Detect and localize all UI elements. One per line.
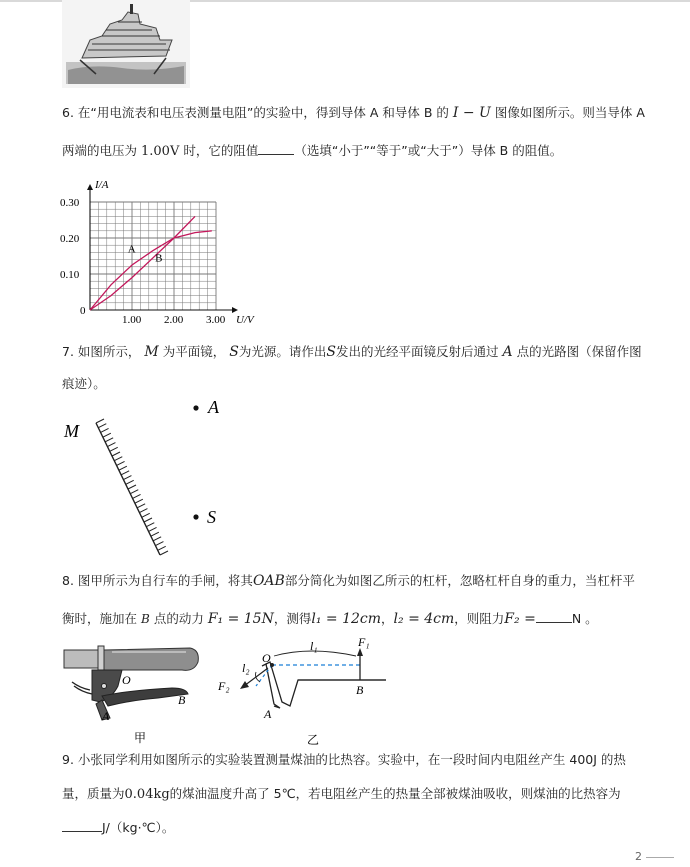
caption-jia: 甲 — [134, 731, 147, 745]
q7-m-symbol: M — [144, 344, 159, 360]
q6-iu-symbol: I − U — [452, 105, 491, 121]
y-tick-label: 0.20 — [60, 233, 80, 245]
q6-text-a: 在“用电流表和电压表测量电阻”的实验中，得到导体 A 和导体 B 的 — [77, 105, 449, 120]
q6-voltage: 1.00V — [141, 144, 180, 159]
q9-text-b: 量，质量为 — [62, 786, 125, 801]
q7-text-d: 发出的光经平面镜反射后通过 — [335, 344, 499, 359]
q7-text-f: 痕迹）。 — [62, 376, 106, 391]
q6-text-c: 两端的电压为 — [62, 143, 138, 158]
q6-text-e: （选填“小于”“等于”或“大于”）导体 B 的阻值。 — [294, 143, 563, 158]
q9-line2 — [62, 784, 621, 805]
q6-answer-blank[interactable] — [258, 140, 294, 155]
q8-text-b: 部分简化为如图乙所示的杠杆，忽略杠杆自身的重力，当杠杆平 — [284, 573, 635, 588]
q9-text-d: J/（kg·℃）。 — [102, 820, 175, 835]
q9-number: 9. — [62, 752, 74, 767]
q9-line3 — [62, 817, 174, 838]
q8-line2 — [62, 608, 598, 629]
q7-line2 — [62, 374, 106, 394]
q8-answer-blank[interactable] — [536, 608, 572, 623]
q7-text-a: 如图所示， — [77, 344, 141, 359]
yi-label-a: A — [264, 707, 272, 721]
x-tick-label: 2.00 — [164, 314, 184, 326]
yi-label-b: B — [356, 683, 364, 697]
jia-label-o: O — [122, 673, 131, 687]
page-number-text: 2 — [635, 850, 642, 863]
x-axis-label: U/V — [236, 314, 254, 326]
q8-number: 8. — [62, 573, 74, 588]
q8-text-g: N 。 — [571, 611, 598, 626]
q7-a-symbol: A — [502, 344, 513, 360]
y-tick-label: 0.30 — [60, 197, 80, 209]
q7-line1 — [62, 342, 642, 362]
series-label-B: B — [155, 252, 163, 265]
q6-text-b: 图像如图所示。则当导体 A — [494, 105, 645, 120]
q8-oab-symbol: OAB — [252, 573, 285, 589]
q7-text-e: 点的光路图（保留作图 — [516, 344, 642, 359]
y-axis-label: I/A — [95, 179, 109, 191]
q9-mass: 0.04kg — [124, 787, 170, 802]
q7-text-c: 为光源。请作出 — [238, 344, 327, 359]
iu-chart — [56, 170, 256, 330]
q6-number: 6. — [62, 105, 74, 120]
q7-s-symbol: S — [229, 344, 239, 360]
x-tick-label: 1.00 — [122, 314, 142, 326]
mirror-figure — [60, 395, 240, 565]
q7-text-b: 为平面镜， — [162, 344, 226, 359]
caption-yi: 乙 — [307, 733, 320, 747]
fig-label-a: A — [208, 397, 219, 417]
yi-label-l2: l₂ — [242, 661, 250, 675]
q6-line2 — [62, 140, 562, 162]
jia-label-b: B — [178, 693, 186, 707]
q8-line1 — [62, 571, 635, 591]
q7-s-symbol-2: S — [326, 344, 336, 360]
q8-text-d: 点的动力 — [153, 611, 204, 626]
q8-f1-value: F₁ = 15N — [207, 611, 274, 627]
q6-text-d: 时，它的阻值 — [183, 143, 259, 158]
yi-label-f1: F₁ — [358, 635, 370, 649]
q8-b-symbol: B — [141, 612, 150, 626]
q9-line1 — [62, 750, 626, 770]
fig-label-m: M — [64, 421, 79, 441]
q8-text-f: ，则阻力 — [454, 611, 505, 626]
x-tick-label: 3.00 — [206, 314, 226, 326]
brake-handle-figure — [62, 640, 212, 748]
lever-figure — [210, 632, 400, 750]
q9-text-c: 的煤油温度升高了 5℃，若电阻丝产生的热量全部被煤油吸收，则煤油的比热容为 — [169, 786, 621, 801]
q8-text-e: ，测得 — [273, 611, 312, 626]
yi-label-o: O — [262, 651, 271, 665]
series-label-A: A — [127, 243, 136, 256]
yi-label-l1: l₁ — [310, 639, 318, 653]
yi-label-f2: F₂ — [218, 679, 230, 693]
q8-text-c: 衡时，施加在 — [62, 611, 138, 626]
y-tick-label: 0.10 — [60, 269, 80, 281]
jia-label-a: A — [102, 709, 110, 723]
series-line-B — [90, 216, 195, 310]
x-axis-arrow — [232, 307, 238, 313]
q6-line1 — [62, 103, 645, 123]
ship-image — [62, 0, 190, 88]
q8-f2-symbol: F₂ = — [504, 611, 536, 627]
q8-comma: ， — [381, 611, 394, 626]
q8-text-a: 图甲所示为自行车的手闸，将其 — [77, 573, 253, 588]
q8-l1-value: l₁ = 12cm — [311, 611, 382, 627]
q9-text-a: 小张同学利用如图所示的实验装置测量煤油的比热容。实验中，在一段时间内电阻丝产生 400J 的热 — [77, 752, 626, 767]
page-number — [635, 850, 674, 863]
q7-number: 7. — [62, 344, 74, 359]
y-axis-arrow — [87, 184, 93, 190]
origin-label: 0 — [80, 305, 86, 317]
q9-answer-blank[interactable] — [62, 817, 102, 832]
q8-l2-value: l₂ = 4cm — [393, 611, 455, 627]
fig-label-s: S — [207, 507, 216, 527]
